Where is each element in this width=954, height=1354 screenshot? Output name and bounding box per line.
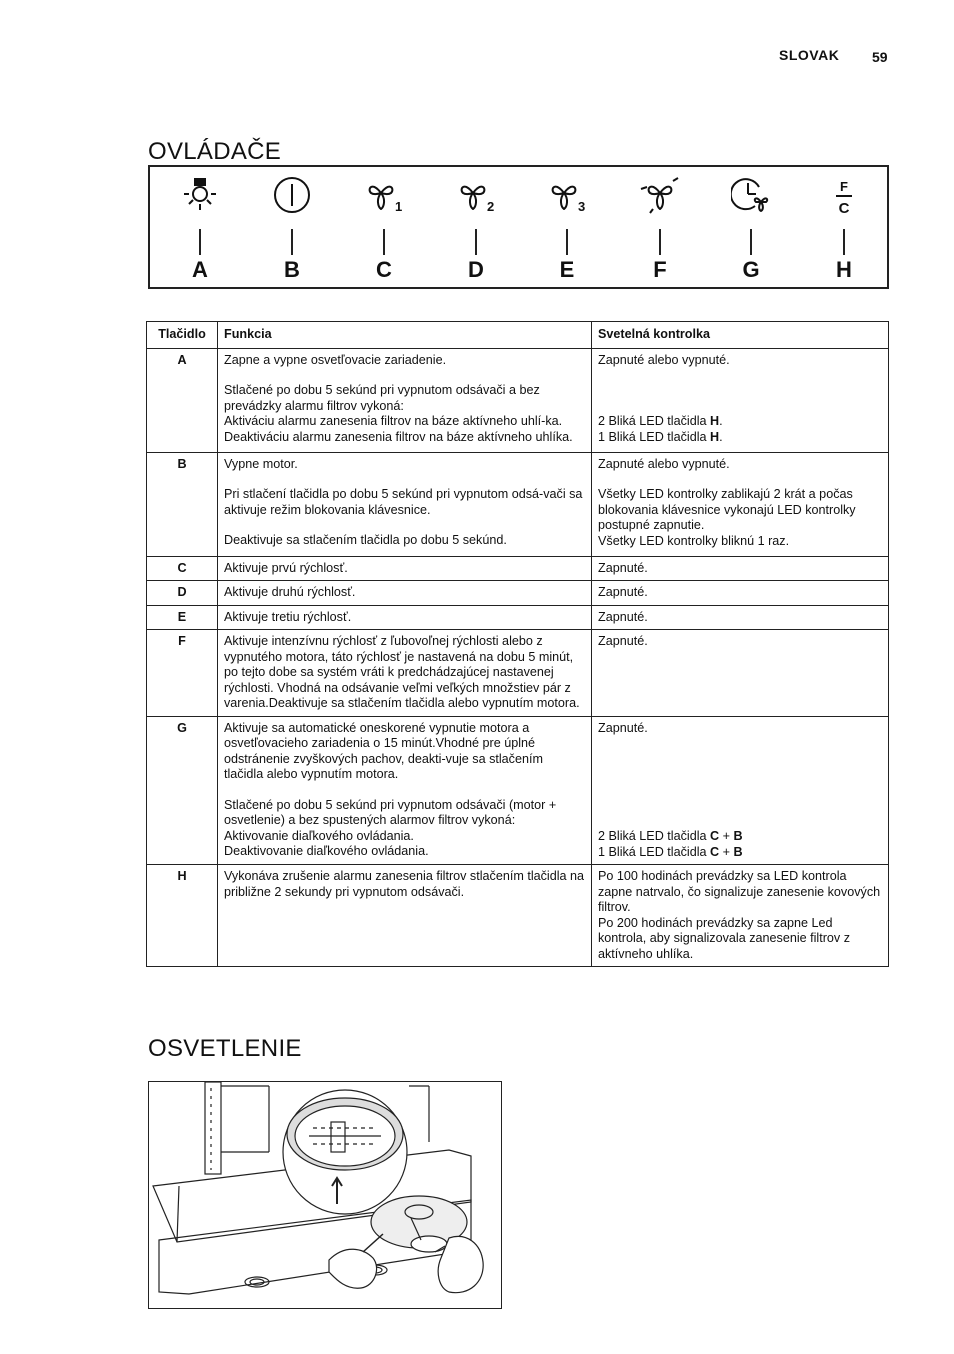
row-function: Vykonáva zrušenie alarmu zanesenia filtrov stlačením tlačidla na približne 2 sekundy pri vypnutom odsávači. — [218, 865, 592, 967]
row-function: Aktivuje intenzívnu rýchlosť z ľubovoľnej rýchlosti alebo z vypnutého motora, táto rýchlosť je nastavená na dobu 5 minút, po tejto dobe sa systém vráti k predchádzajúcej nastavenej rýchlosti. Vhodná na odsávanie veľmi veľkých množstiev pár z varenia.Deaktivuje sa stlačením tlačidla alebo vypnutím motora. — [218, 630, 592, 717]
control-g-letter: G — [742, 257, 760, 282]
light-icon — [180, 175, 220, 215]
fan-intensive-icon — [640, 175, 684, 215]
timer-fan-icon — [731, 175, 775, 215]
control-b — [262, 167, 322, 287]
table-header-row — [147, 322, 889, 349]
row-key: F — [147, 630, 218, 717]
fan-speed-2-icon — [456, 175, 500, 215]
light-text: Všetky LED kontrolky bliknú 1 raz. — [598, 533, 790, 548]
function-text: Stlačené po dobu 5 sekúnd pri vypnutom odsávači a bez prevádzky alarmu filtrov vykoná: — [224, 383, 540, 413]
row-function: Aktivuje tretiu rýchlosť. — [218, 605, 592, 630]
controls-panel — [148, 165, 889, 289]
lighting-section-title: OSVETLENIE — [148, 1035, 302, 1062]
light-text: Zapnuté. — [598, 720, 648, 735]
row-light: Zapnuté. — [592, 605, 889, 630]
row-function — [218, 716, 592, 865]
light-text: Po 200 hodinách prevádzky sa zapne Led kontrola, aby signalizovala zanesenie filtrov z aktívneho uhlíka. — [598, 915, 851, 961]
col-header-light: Svetelná kontrolka — [592, 322, 889, 349]
function-table — [146, 321, 889, 967]
control-e-letter: E — [559, 257, 575, 282]
light-text: Po 100 hodinách prevádzky sa LED kontrola zapne natrvalo, čo signalizuje zanesenie kovových filtrov. — [598, 869, 881, 914]
row-key: G — [147, 716, 218, 865]
row-light — [592, 865, 889, 967]
speed-3-label: 3 — [578, 199, 586, 214]
light-text: Zapnuté alebo vypnuté. — [598, 456, 730, 471]
filter-label-top: F — [840, 179, 848, 194]
control-h-tick — [843, 229, 845, 255]
lamp-replacement-drawing — [149, 1082, 501, 1308]
light-text: Zapnuté alebo vypnuté. — [598, 352, 730, 367]
control-f — [630, 167, 690, 287]
light-text: 2 Bliká LED tlačidla H. — [598, 414, 723, 428]
row-light: Zapnuté. — [592, 630, 889, 717]
row-function: Aktivuje druhú rýchlosť. — [218, 581, 592, 606]
table-row-d — [147, 581, 889, 606]
control-e — [537, 167, 597, 287]
control-a — [170, 167, 230, 287]
row-function: Aktivuje prvú rýchlosť. — [218, 556, 592, 581]
function-text: Zapne a vypne osvetľovacie zariadenie. — [224, 352, 447, 367]
control-f-letter: F — [653, 257, 667, 282]
function-text: Aktivovanie diaľkového ovládania. — [224, 828, 414, 843]
row-key: C — [147, 556, 218, 581]
speed-1-label: 1 — [395, 199, 403, 214]
power-icon — [272, 175, 312, 215]
row-function — [218, 348, 592, 452]
row-light: Zapnuté. — [592, 556, 889, 581]
function-text: Deaktiváciu alarmu zanesenia filtrov na báze aktívneho uhlíka. — [224, 429, 573, 444]
page-number: 59 — [872, 49, 888, 65]
row-key: E — [147, 605, 218, 630]
row-key: H — [147, 865, 218, 967]
table-row-b — [147, 452, 889, 556]
light-text: Všetky LED kontrolky zablikajú 2 krát a počas blokovania klávesnice vykonajú LED kontrolky postupné zapnutie. — [598, 487, 856, 532]
row-key: B — [147, 452, 218, 556]
table-row-g — [147, 716, 889, 865]
control-d-tick — [475, 229, 477, 255]
table-row-f — [147, 630, 889, 717]
lighting-illustration — [148, 1081, 502, 1309]
table-row-e — [147, 605, 889, 630]
control-g-tick — [750, 229, 752, 255]
filter-reset-icon — [824, 175, 864, 219]
table-row-c — [147, 556, 889, 581]
light-text: 1 Bliká LED tlačidla C + B — [598, 844, 743, 859]
table-row-h — [147, 865, 889, 967]
function-text: Stlačené po dobu 5 sekúnd pri vypnutom odsávači (motor + osvetlenie) a bez spustených alarmov filtrov vykoná: — [224, 797, 557, 827]
control-d — [446, 167, 506, 287]
fan-speed-3-icon — [547, 175, 591, 215]
light-text: 2 Bliká LED tlačidla C + B — [598, 829, 743, 843]
function-text: Vypne motor. — [224, 456, 298, 471]
speed-2-label: 2 — [487, 199, 495, 214]
fan-speed-1-icon — [364, 175, 408, 215]
row-function — [218, 452, 592, 556]
function-text: Deaktivovanie diaľkového ovládania. — [224, 844, 429, 858]
function-text: Pri stlačení tlačidla po dobu 5 sekúnd pri vypnutom odsá-vači sa aktivuje režim blokovania klávesnice. — [224, 487, 583, 517]
control-g — [721, 167, 781, 287]
table-row-a — [147, 348, 889, 452]
control-h — [814, 167, 874, 287]
function-text: Aktivuje sa automatické oneskorené vypnutie motora a osvetľovacieho zariadenia o 15 minút.Vhodné pre úplné odstránenie zvyškových pachov, deakti-vuje sa stlačením tlačidla alebo vypnutím motora. — [224, 720, 543, 781]
control-c-tick — [383, 229, 385, 255]
row-light — [592, 452, 889, 556]
control-b-tick — [291, 229, 293, 255]
row-light — [592, 716, 889, 865]
control-b-letter: B — [284, 257, 300, 282]
function-text: Aktiváciu alarmu zanesenia filtrov na báze aktívneho uhlí-ka. — [224, 414, 563, 428]
control-h-letter: H — [836, 257, 852, 282]
language-label: SLOVAK — [779, 47, 840, 63]
row-key: A — [147, 348, 218, 452]
row-light — [592, 348, 889, 452]
row-light: Zapnuté. — [592, 581, 889, 606]
filter-label-bottom: C — [838, 200, 850, 217]
controls-section-title: OVLÁDAČE — [148, 138, 282, 165]
row-key: D — [147, 581, 218, 606]
col-header-function: Funkcia — [218, 322, 592, 349]
control-c — [354, 167, 414, 287]
control-f-tick — [659, 229, 661, 255]
col-header-button: Tlačidlo — [147, 322, 218, 349]
control-a-letter: A — [192, 257, 208, 282]
control-e-tick — [566, 229, 568, 255]
control-a-tick — [199, 229, 201, 255]
control-d-letter: D — [468, 257, 484, 282]
control-c-letter: C — [376, 257, 392, 282]
light-text: 1 Bliká LED tlačidla H. — [598, 429, 723, 444]
function-text: Deaktivuje sa stlačením tlačidla po dobu 5 sekúnd. — [224, 533, 507, 547]
